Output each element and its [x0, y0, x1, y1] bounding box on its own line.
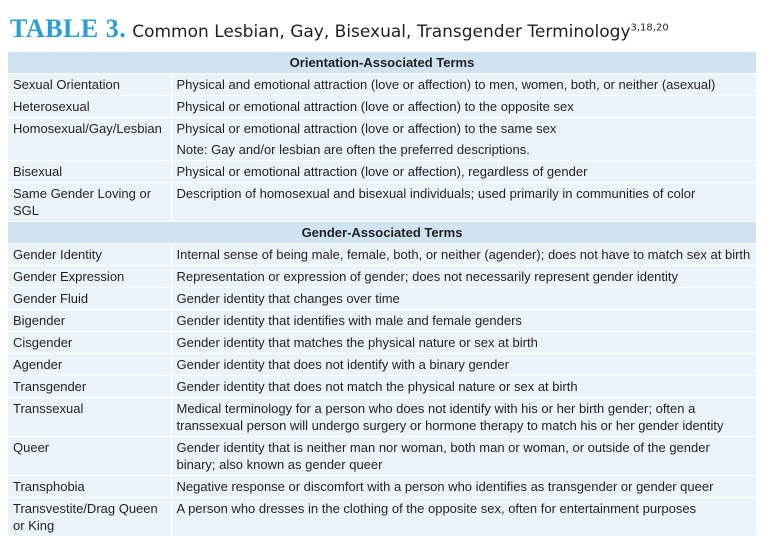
table-row [8, 96, 756, 118]
term-text: Bigender [13, 313, 66, 328]
definition-cell [171, 183, 756, 222]
definition-text: Gender identity that matches the physical nature or sex at birth [176, 335, 538, 350]
definition-text: Physical or emotional attraction (love or affection) to the opposite sex [176, 99, 574, 114]
table-row [8, 310, 756, 332]
term-cell [8, 354, 171, 376]
reference-superscript: 3,18,20 [630, 22, 669, 34]
definition-cell [171, 332, 756, 354]
definition-note: Note: Gay and/or lesbian are often the preferred descriptions. [176, 142, 530, 157]
definition-text: Gender identity that changes over time [176, 291, 400, 306]
definition-cell [171, 354, 756, 376]
table-row [8, 118, 756, 161]
term-cell [8, 266, 171, 288]
definition-cell [171, 266, 756, 288]
definition-text: Gender identity that does not match the physical nature or sex at birth [176, 379, 578, 394]
table-row [8, 498, 756, 537]
term-cell [8, 376, 171, 398]
term-cell [8, 498, 171, 537]
definition-text: Physical or emotional attraction (love or affection), regardless of gender [176, 164, 588, 179]
definition-cell [171, 96, 756, 118]
definition-cell [171, 398, 756, 437]
definition-text: Negative response or discomfort with a person who identifies as transgender or gender queer [176, 479, 714, 494]
definition-text: Representation or expression of gender; does not necessarily represent gender identity [176, 269, 679, 284]
terminology-table-body [8, 52, 756, 537]
definition-cell [171, 476, 756, 498]
definition-cell [171, 161, 756, 183]
term-cell [8, 398, 171, 437]
table-row [8, 183, 756, 222]
definition-cell [171, 288, 756, 310]
definition-text: Gender identity that is neither man nor woman, both man or woman, or outside of the gender binary; also known as gender queer [176, 440, 710, 472]
term-text: Cisgender [13, 335, 73, 350]
definition-text: Description of homosexual and bisexual individuals; used primarily in communities of color [176, 186, 696, 201]
term-cell [8, 476, 171, 498]
definition-text: Physical and emotional attraction (love or affection) to men, women, both, or neither (asexual) [176, 77, 716, 92]
table-row [8, 74, 756, 96]
definition-cell [171, 118, 756, 161]
definition-cell [171, 310, 756, 332]
term-text: Gender Fluid [13, 291, 89, 306]
term-cell [8, 288, 171, 310]
definition-cell [171, 376, 756, 398]
table-row [8, 332, 756, 354]
definition-text: A person who dresses in the clothing of the opposite sex, often for entertainment purposes [176, 501, 697, 516]
section-header-row [8, 222, 756, 244]
table-row [8, 476, 756, 498]
table-row [8, 244, 756, 266]
term-text: Transgender [13, 379, 87, 394]
section-header-row [8, 52, 756, 74]
term-cell [8, 310, 171, 332]
term-cell [8, 96, 171, 118]
term-text: Sexual Orientation [13, 77, 120, 92]
definition-cell [171, 244, 756, 266]
table-row [8, 354, 756, 376]
term-text: Agender [13, 357, 63, 372]
table-number: TABLE 3. [10, 14, 127, 43]
term-text: Transsexual [13, 401, 84, 416]
term-text: Bisexual [13, 164, 63, 179]
term-text: Homosexual/Gay/Lesbian [13, 121, 162, 136]
table-row [8, 161, 756, 183]
definition-text: Physical or emotional attraction (love or affection) to the same sex [176, 121, 557, 136]
term-cell [8, 244, 171, 266]
table-title [10, 14, 760, 44]
table-row [8, 376, 756, 398]
term-cell [8, 332, 171, 354]
section-heading [8, 52, 756, 74]
term-cell [8, 161, 171, 183]
definition-cell [171, 74, 756, 96]
definition-cell [171, 437, 756, 476]
term-cell [8, 437, 171, 476]
table-row [8, 266, 756, 288]
table-row [8, 437, 756, 476]
table-caption: Common Lesbian, Gay, Bisexual, Transgender Terminology [132, 22, 631, 42]
definition-text: Gender identity that identifies with male and female genders [176, 313, 522, 328]
term-text: Transphobia [13, 479, 85, 494]
section-heading-text: Gender-Associated Terms [301, 225, 463, 240]
term-text: Gender Identity [13, 247, 102, 262]
section-heading-text: Orientation-Associated Terms [289, 55, 475, 70]
term-text: Same Gender Loving or SGL [13, 186, 152, 218]
term-text: Gender Expression [13, 269, 125, 284]
table-row [8, 398, 756, 437]
term-cell [8, 183, 171, 222]
definition-text: Gender identity that does not identify with a binary gender [176, 357, 509, 372]
terminology-table [8, 52, 756, 537]
definition-cell [171, 498, 756, 537]
section-heading [8, 222, 756, 244]
term-text: Queer [13, 440, 50, 455]
definition-text: Internal sense of being male, female, both, or neither (agender); does not have to match sex at birth [176, 247, 751, 262]
definition-text: Medical terminology for a person who does not identify with his or her birth gender; often a transsexual person will undergo surgery or hormone therapy to match his or her gender identity [176, 401, 724, 433]
term-cell [8, 118, 171, 161]
term-text: Transvestite/Drag Queen or King [13, 501, 158, 533]
term-cell [8, 74, 171, 96]
term-text: Heterosexual [13, 99, 90, 114]
table-row [8, 288, 756, 310]
